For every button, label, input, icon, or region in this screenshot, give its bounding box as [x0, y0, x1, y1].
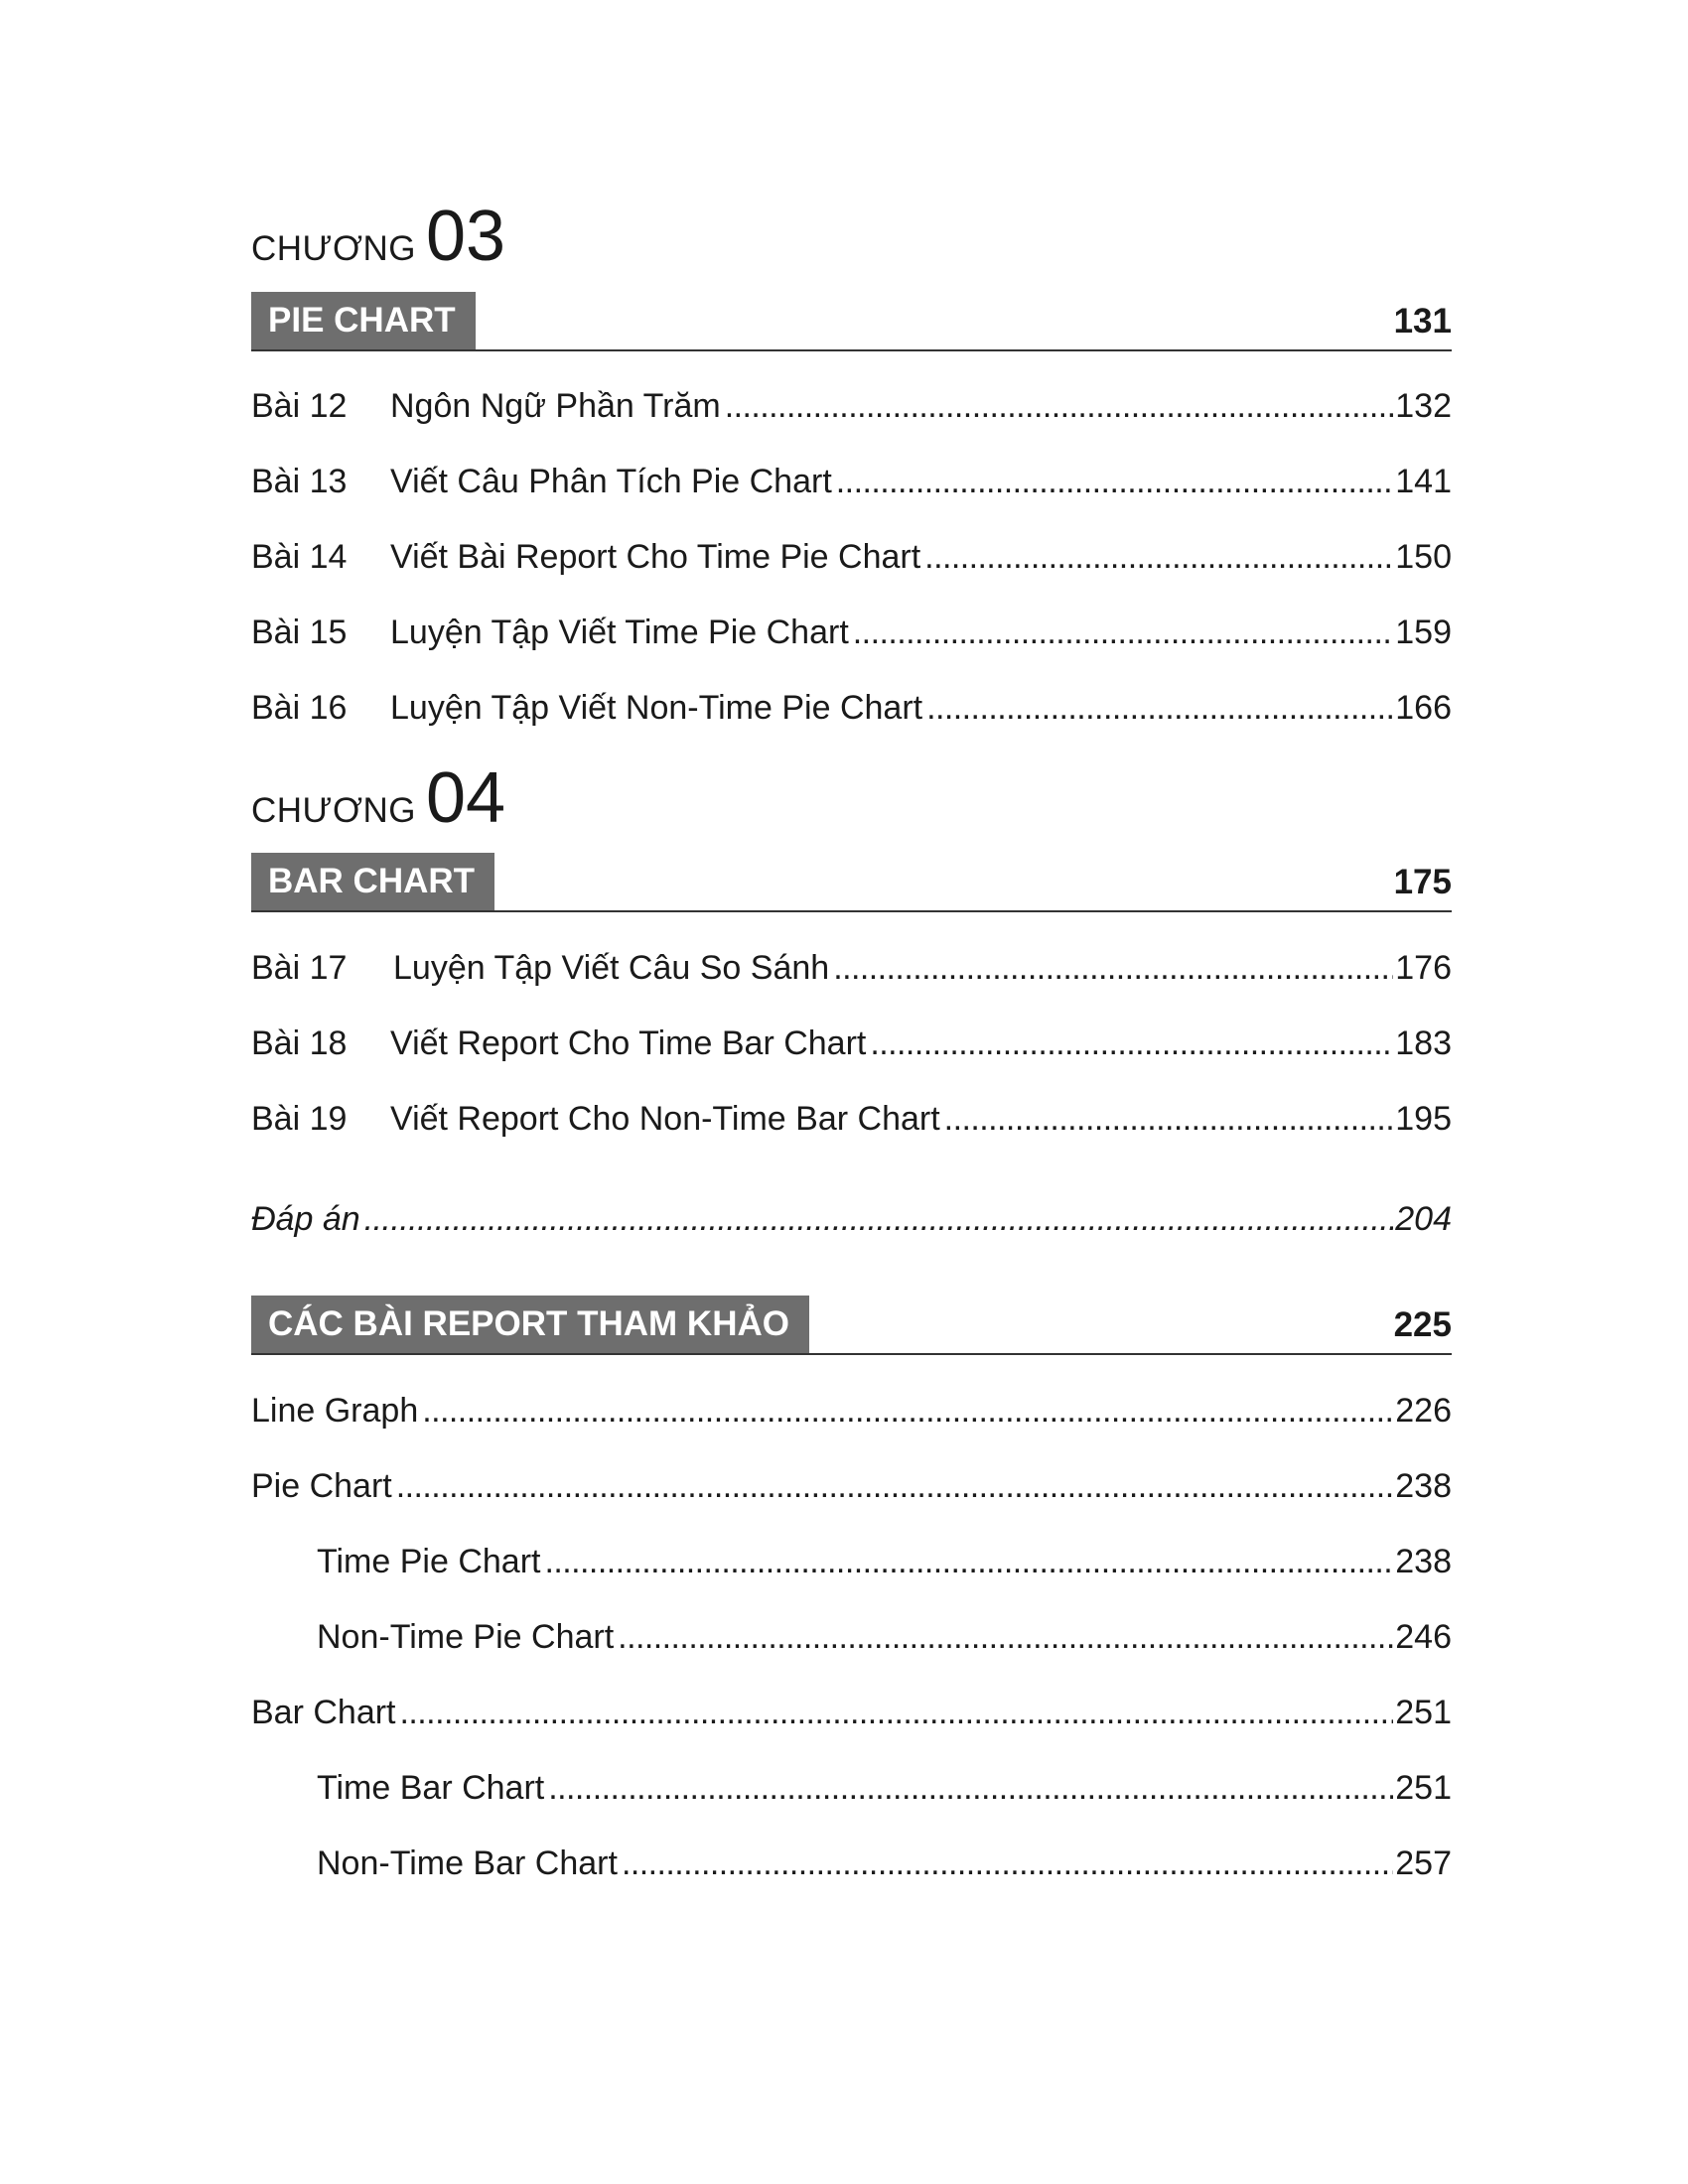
lesson-number: Bài 15	[251, 614, 348, 651]
chapter-4-word: CHƯƠNG	[251, 791, 416, 830]
entry-page: 132	[1393, 384, 1452, 428]
entry-page: 257	[1393, 1842, 1452, 1885]
entry-title: Đáp án	[251, 1197, 364, 1241]
entry-title: Viết Report Cho Non-Time Bar Chart	[390, 1097, 944, 1141]
chapter-4-number: 04	[425, 758, 506, 838]
toc-entry[interactable]	[251, 1691, 1452, 1734]
entry-title: Bar Chart	[251, 1691, 400, 1734]
lesson-number: Bài 17	[251, 949, 348, 987]
dot-leader	[400, 1691, 1394, 1734]
dot-leader	[926, 686, 1393, 730]
section-title-references: CÁC BÀI REPORT THAM KHẢO	[251, 1296, 809, 1353]
section-bar-references	[251, 1296, 1452, 1355]
entry-page: 238	[1393, 1540, 1452, 1583]
dot-leader	[924, 535, 1393, 579]
entry-page: 204	[1393, 1197, 1452, 1241]
entry-title: Non-Time Bar Chart	[317, 1842, 622, 1885]
dot-leader	[364, 1197, 1394, 1241]
entry-page: 159	[1393, 611, 1452, 654]
entry-page: 183	[1393, 1022, 1452, 1065]
entry-page: 141	[1393, 460, 1452, 503]
toc-entry[interactable]	[251, 611, 1452, 654]
section-page-bar-chart: 175	[1393, 863, 1452, 901]
section-page-pie-chart: 131	[1393, 302, 1452, 341]
toc-entry[interactable]	[251, 1842, 1452, 1885]
entry-page: 176	[1393, 946, 1452, 990]
toc-entry[interactable]	[251, 1766, 1452, 1810]
toc-entry[interactable]	[251, 384, 1452, 428]
section-title-bar-chart: BAR CHART	[251, 853, 494, 910]
dot-leader	[870, 1022, 1393, 1065]
entry-page: 150	[1393, 535, 1452, 579]
section-page-references: 225	[1393, 1305, 1452, 1344]
toc-entry[interactable]	[251, 1389, 1452, 1433]
entry-title: Luyện Tập Viết Non-Time Pie Chart	[390, 686, 926, 730]
entry-title: Viết Câu Phân Tích Pie Chart	[390, 460, 836, 503]
chapter-4-heading	[251, 758, 506, 838]
entry-title: Viết Report Cho Time Bar Chart	[390, 1022, 870, 1065]
section-title-pie-chart: PIE CHART	[251, 292, 476, 349]
entry-page: 166	[1393, 686, 1452, 730]
lesson-number: Bài 19	[251, 1100, 348, 1138]
entry-page: 246	[1393, 1615, 1452, 1659]
entry-title: Time Pie Chart	[317, 1540, 544, 1583]
chapter-3-heading	[251, 197, 506, 276]
dot-leader	[548, 1766, 1393, 1810]
entry-title: Pie Chart	[251, 1464, 396, 1508]
entry-title: Luyện Tập Viết Time Pie Chart	[390, 611, 853, 654]
section-bar-bar-chart	[251, 853, 1452, 912]
dot-leader	[833, 946, 1393, 990]
entry-title: Luyện Tập Viết Câu So Sánh	[393, 946, 833, 990]
dot-leader	[422, 1389, 1393, 1433]
entry-title: Line Graph	[251, 1389, 422, 1433]
entry-title: Viết Bài Report Cho Time Pie Chart	[390, 535, 924, 579]
lesson-number: Bài 14	[251, 538, 348, 576]
entry-title: Ngôn Ngữ Phần Trăm	[390, 384, 725, 428]
toc-entry[interactable]	[251, 535, 1452, 579]
toc-entry[interactable]	[251, 1022, 1452, 1065]
dot-leader	[618, 1615, 1393, 1659]
answers-entry[interactable]	[251, 1197, 1452, 1241]
entry-title: Time Bar Chart	[317, 1766, 548, 1810]
entry-page: 251	[1393, 1766, 1452, 1810]
dot-leader	[853, 611, 1393, 654]
dot-leader	[396, 1464, 1394, 1508]
section-bar-pie-chart	[251, 292, 1452, 351]
dot-leader	[944, 1097, 1394, 1141]
chapter-3-word: CHƯƠNG	[251, 229, 416, 268]
dot-leader	[725, 384, 1394, 428]
lesson-number: Bài 16	[251, 689, 348, 727]
toc-entry[interactable]	[251, 1615, 1452, 1659]
toc-entry[interactable]	[251, 946, 1452, 990]
toc-entry[interactable]	[251, 1464, 1452, 1508]
lesson-number: Bài 12	[251, 387, 348, 425]
lesson-number: Bài 18	[251, 1024, 348, 1062]
lesson-number: Bài 13	[251, 463, 348, 500]
dot-leader	[544, 1540, 1393, 1583]
entry-page: 251	[1393, 1691, 1452, 1734]
entry-page: 195	[1393, 1097, 1452, 1141]
chapter-3-number: 03	[425, 197, 506, 276]
entry-page: 238	[1393, 1464, 1452, 1508]
entry-page: 226	[1393, 1389, 1452, 1433]
toc-entry[interactable]	[251, 1540, 1452, 1583]
toc-entry[interactable]	[251, 686, 1452, 730]
entry-title: Non-Time Pie Chart	[317, 1615, 618, 1659]
toc-entry[interactable]	[251, 460, 1452, 503]
toc-entry[interactable]	[251, 1097, 1452, 1141]
dot-leader	[622, 1842, 1393, 1885]
dot-leader	[836, 460, 1393, 503]
